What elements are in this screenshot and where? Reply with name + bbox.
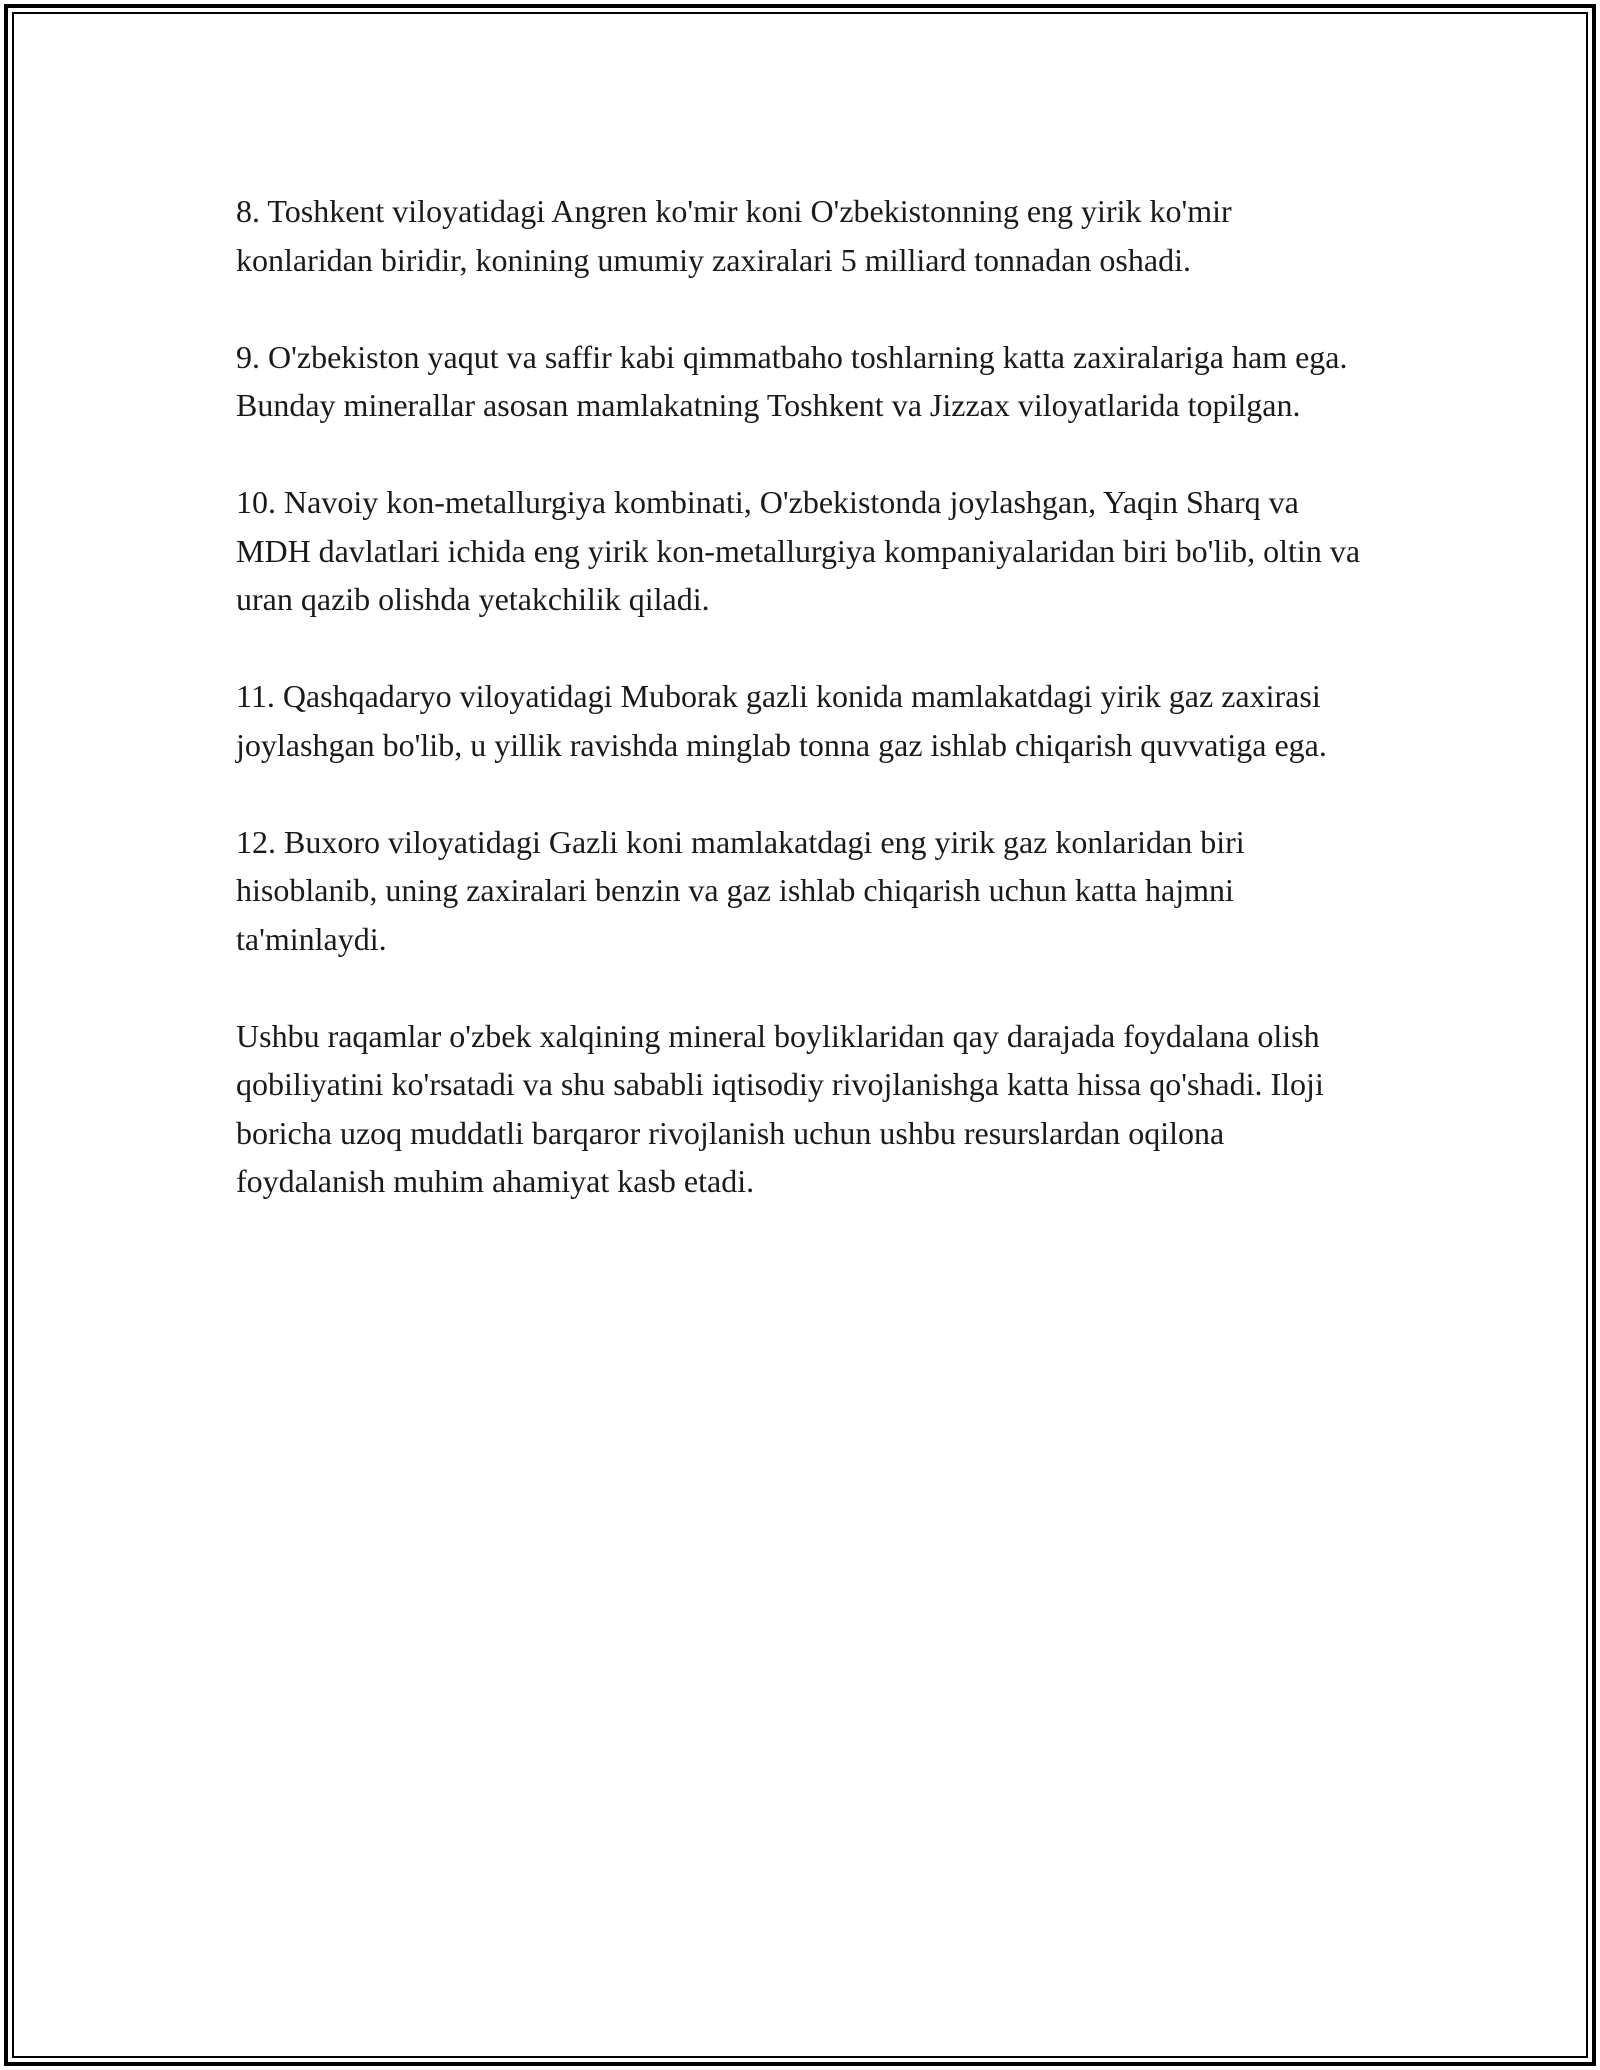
paragraph-item-11: 11. Qashqadaryo viloyatidagi Muborak gazli konida mamlakatdagi yirik gaz zaxirasi joylashgan bo'lib, u yillik ravishda minglab tonna gaz ishlab chiqarish quvvatiga ega. (236, 678, 1327, 763)
conclusion-paragraph: Ushbu raqamlar o'zbek xalqining mineral boyliklaridan qay darajada foydalana olish qobiliyatini ko'rsatadi va shu sababli iqtisodiy rivojlanishga katta hissa qo'shadi. Iloji boricha uzoq muddatli barqaror rivojlanish uchun ushbu resurslardan oqilona foydalanish muhim ahamiyat kasb etadi. (236, 1017, 1324, 1199)
paragraph-item-9: 9. O'zbekiston yaqut va saffir kabi qimmatbaho toshlarning katta zaxiralariga ham ega. Bunday minerallar asosan mamlakatning Toshkent va Jizzax viloyatlarida topilgan. (236, 338, 1348, 423)
paragraph-item-12: 12. Buxoro viloyatidagi Gazli koni mamlakatdagi eng yirik gaz konlaridan biri hisoblanib, uning zaxiralari benzin va gaz ishlab chiqarish uchun katta hajmni ta'minlaydi. (236, 823, 1245, 957)
document-body (236, 187, 1366, 1206)
paragraph-item-10: 10. Navoiy kon-metallurgiya kombinati, O'zbekistonda joylashgan, Yaqin Sharq va MDH davlatlari ichida eng yirik kon-metallurgiya kompaniyalaridan biri bo'lib, oltin va uran qazib olishda yetakchilik qiladi. (236, 484, 1361, 617)
paragraph-item-8: 8. Toshkent viloyatidagi Angren ko'mir koni O'zbekistonning eng yirik ko'mir konlaridan biridir, konining umumiy zaxiralari 5 milliard tonnadan oshadi. (236, 193, 1232, 278)
